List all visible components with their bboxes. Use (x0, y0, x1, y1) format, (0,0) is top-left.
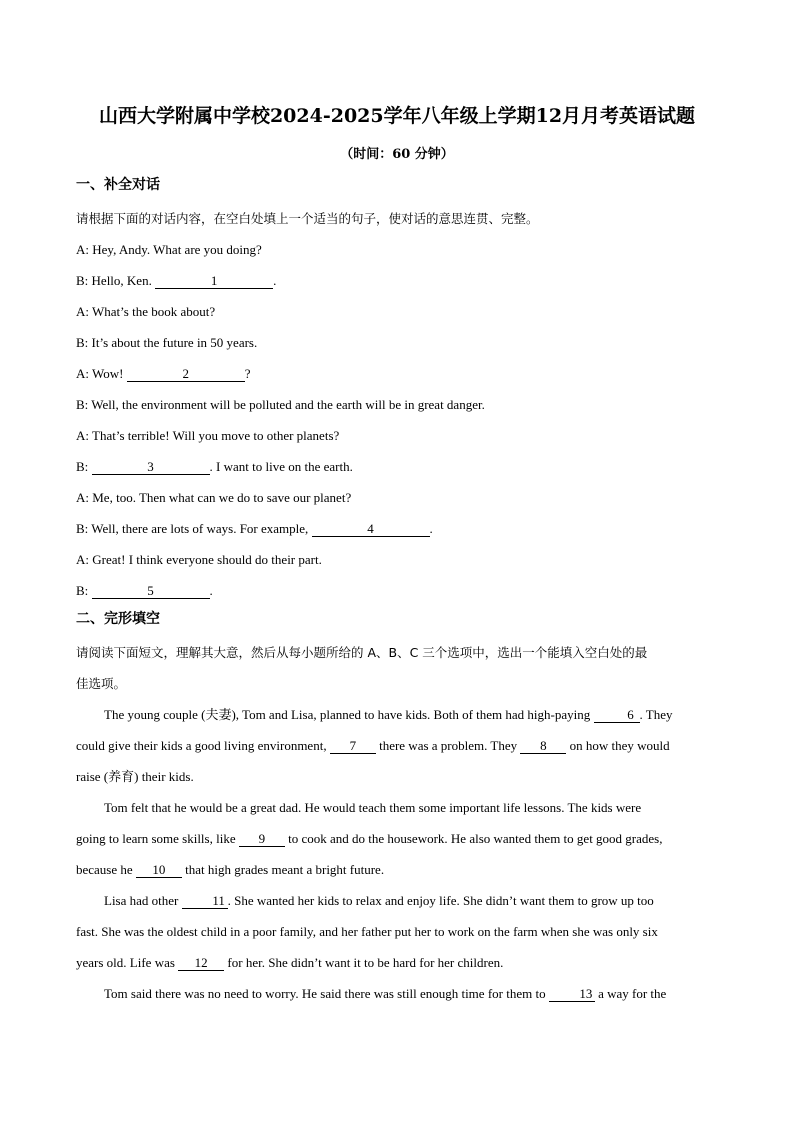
cloze-text: The young couple (夫妻), Tom and Lisa, planned to have kids. Both of them had high-paying (104, 707, 594, 722)
section-instruction-dialogue: 请根据下面的对话内容，在空白处填上一个适当的句子，使对话的意思连贯、完整。 (76, 211, 539, 226)
cloze-text: could give their kids a good living environment, (76, 738, 330, 753)
cloze-line (76, 947, 718, 978)
answer-blank[interactable]: 7 (330, 738, 376, 754)
dialogue-line (76, 234, 718, 265)
cloze-text: for her. She didn’t want it to be hard for her children. (224, 955, 504, 970)
answer-blank[interactable]: 8 (520, 738, 566, 754)
document-content (76, 172, 718, 1009)
dialogue-line (76, 544, 718, 575)
answer-blank[interactable]: 2 (127, 366, 245, 382)
dialogue-text: A: Wow! (76, 366, 127, 381)
page-title: 山西大学附属中学校2024-2025学年八年级上学期12月月考英语试题 (98, 105, 696, 127)
dialogue-line (76, 575, 718, 606)
dialogue-text: . I want to live on the earth. (209, 459, 353, 474)
answer-blank[interactable]: 9 (239, 831, 285, 847)
cloze-text: Lisa had other (104, 893, 182, 908)
dialogue-line (76, 420, 718, 451)
cloze-line (76, 823, 718, 854)
section-instruction-cloze-line2: 佳选项。 (76, 676, 127, 691)
dialogue-text: A: That’s terrible! Will you move to other planets? (76, 428, 340, 443)
dialogue-text: B: Well, the environment will be polluted and the earth will be in great danger. (76, 397, 485, 412)
cloze-line (76, 761, 718, 792)
answer-blank[interactable]: 12 (178, 955, 224, 971)
cloze-line (76, 854, 718, 885)
dialogue-text: A: Hey, Andy. What are you doing? (76, 242, 262, 257)
dialogue-line (76, 513, 718, 544)
page-subtitle: （时间：60 分钟） (340, 147, 454, 162)
dialogue-text: B: (76, 583, 92, 598)
dialogue-line (76, 358, 718, 389)
cloze-line (76, 699, 718, 730)
cloze-paragraph (76, 699, 718, 792)
cloze-paragraph (76, 885, 718, 978)
dialogue-text: B: (76, 459, 92, 474)
dialogue-line (76, 482, 718, 513)
dialogue-line (76, 265, 718, 296)
cloze-text: a way for the (594, 986, 667, 1001)
answer-blank[interactable]: 6 (594, 707, 640, 723)
cloze-paragraph (76, 792, 718, 885)
answer-blank[interactable]: 3 (92, 459, 210, 475)
cloze-text: Tom felt that he would be a great dad. He would teach them some important life lessons. The kids were (104, 800, 642, 815)
cloze-text: raise (养育) their kids. (76, 769, 194, 784)
cloze-line (76, 916, 718, 947)
cloze-text: on how they would (566, 738, 670, 753)
section-instruction-cloze-line1: 请阅读下面短文，理解其大意，然后从每小题所给的 A、B、C 三个选项中，选出一个能填入空白处的最 (76, 645, 648, 660)
dialogue-list (76, 234, 718, 606)
dialogue-text: B: Hello, Ken. (76, 273, 156, 288)
dialogue-text: . (273, 273, 277, 288)
answer-blank[interactable]: 1 (155, 273, 273, 289)
cloze-line (76, 730, 718, 761)
cloze-text: . She wanted her kids to relax and enjoy life. She didn’t want them to grow up too (227, 893, 654, 908)
dialogue-text: ? (244, 366, 251, 381)
dialogue-line (76, 451, 718, 482)
dialogue-text: A: Great! I think everyone should do their part. (76, 552, 322, 567)
cloze-paragraph (76, 978, 718, 1009)
cloze-passage (76, 699, 718, 1009)
cloze-text: to cook and do the housework. He also wanted them to get good grades, (284, 831, 663, 846)
dialogue-text: . (429, 521, 433, 536)
answer-blank[interactable]: 5 (92, 583, 210, 599)
cloze-text: because he (76, 862, 136, 877)
answer-blank[interactable]: 13 (549, 986, 595, 1002)
cloze-text: that high grades meant a bright future. (181, 862, 385, 877)
dialogue-text: A: Me, too. Then what can we do to save our planet? (76, 490, 352, 505)
cloze-text: . They (639, 707, 673, 722)
answer-blank[interactable]: 11 (182, 893, 228, 909)
dialogue-text: B: It’s about the future in 50 years. (76, 335, 258, 350)
dialogue-line (76, 327, 718, 358)
dialogue-text: B: Well, there are lots of ways. For example, (76, 521, 312, 536)
section-heading-cloze: 二、完形填空 (76, 611, 160, 627)
dialogue-text: A: What’s the book about? (76, 304, 216, 319)
cloze-text: Tom said there was no need to worry. He said there was still enough time for them to (104, 986, 549, 1001)
cloze-line (76, 885, 718, 916)
cloze-text: going to learn some skills, like (76, 831, 239, 846)
cloze-line (76, 978, 718, 1009)
section-heading-dialogue: 一、补全对话 (76, 177, 160, 193)
cloze-text: there was a problem. They (375, 738, 521, 753)
dialogue-line (76, 389, 718, 420)
answer-blank[interactable]: 4 (312, 521, 430, 537)
cloze-text: years old. Life was (76, 955, 179, 970)
cloze-text: fast. She was the oldest child in a poor family, and her father put her to work on the farm when she was only six (76, 924, 658, 939)
dialogue-text: . (209, 583, 213, 598)
answer-blank[interactable]: 10 (136, 862, 182, 878)
cloze-line (76, 792, 718, 823)
dialogue-line (76, 296, 718, 327)
